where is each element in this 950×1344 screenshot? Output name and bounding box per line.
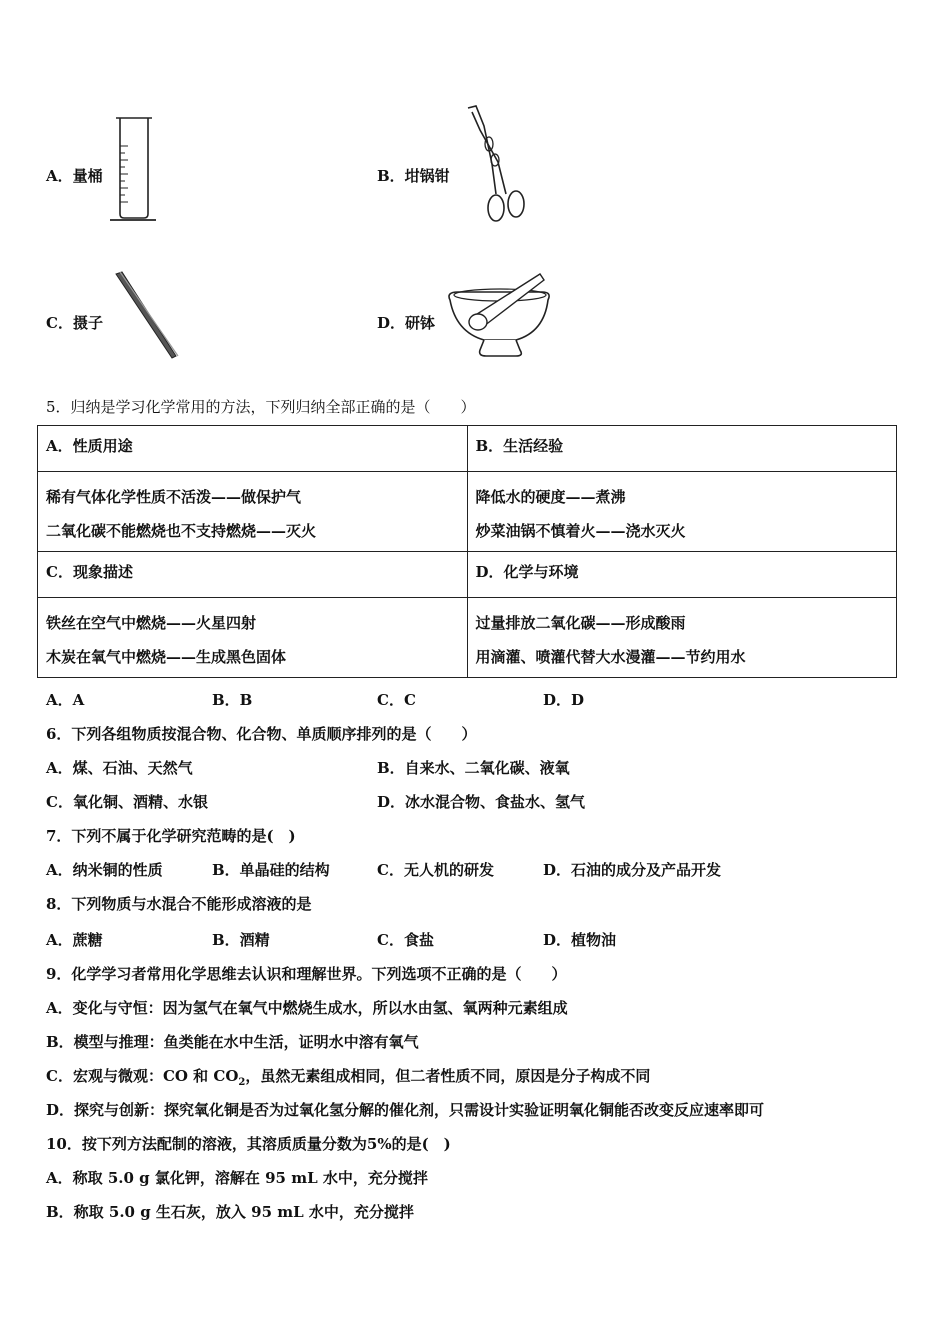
q5-cell-c-line-2: 木炭在氧气中燃烧——生成黑色固体 [46, 648, 287, 666]
q9-option-a: A．变化与守恒：因为氢气在氧气中燃烧生成水，所以水由氢、氧两种元素组成 [46, 999, 568, 1017]
q7-option-b: B．单晶硅的结构 [212, 861, 330, 879]
q8-option-a: A．蔗糖 [46, 931, 103, 949]
q4-option-b: B．坩锅钳 [377, 167, 450, 185]
q7-stem: 7．下列不属于化学研究范畴的是( ) [46, 827, 296, 845]
q5-cell-d-head: D．化学与环境 [467, 552, 897, 598]
q4-option-c: C．摄子 [46, 314, 103, 332]
q8-option-c: C．食盐 [377, 931, 434, 949]
q8-option-b: B．酒精 [212, 931, 270, 949]
q5-cell-a-head: A．性质用途 [38, 426, 468, 472]
q5-cell-b-line-2: 炒菜油锅不慎着火——浇水灭火 [475, 522, 686, 540]
q7-option-c: C．无人机的研发 [377, 861, 494, 879]
tweezers-icon [112, 270, 182, 362]
q5-answer-b: B．B [212, 691, 253, 709]
q5-answer-d: D．D [543, 691, 585, 709]
q5-cell-a-body [38, 472, 468, 552]
q9-option-c-post: ，虽然无素组成相同，但二者性质不同，原因是分子构成不同 [245, 1067, 651, 1085]
q5-cell-d-body [467, 598, 897, 678]
q5-cell-d-line-2: 用滴灌、喷灌代替大水漫灌——节约用水 [475, 648, 746, 666]
q10-stem: 10．按下列方法配制的溶液，其溶质质量分数为5%的是( ) [46, 1135, 451, 1153]
q8-option-d: D．植物油 [543, 931, 617, 949]
q5-stem: 5．归纳是学习化学常用的方法，下列归纳全部正确的是（ ） [46, 398, 476, 416]
crucible-tongs-icon [462, 104, 534, 226]
q4-option-d: D．研钵 [377, 314, 436, 332]
q5-cell-a-line-1: 稀有气体化学性质不活泼——做保护气 [46, 488, 302, 506]
q9-stem: 9．化学学习者常用化学思维去认识和理解世界。下列选项不正确的是（ ） [46, 965, 567, 983]
q5-cell-d-line-1: 过量排放二氧化碳——形成酸雨 [475, 614, 686, 632]
q5-cell-c-body [38, 598, 468, 678]
q5-answer-a: A．A [46, 691, 85, 709]
q5-cell-c-head: C．现象描述 [38, 552, 468, 598]
q6-option-a: A．煤、石油、天然气 [46, 759, 193, 777]
q5-table [37, 425, 897, 678]
q4-option-a: A．量桶 [46, 167, 103, 185]
q5-cell-b-head: B．生活经验 [467, 426, 897, 472]
q10-option-a: A．称取 5.0 g 氯化钾，溶解在 95 mL 水中，充分搅拌 [46, 1169, 428, 1187]
q5-answer-c: C．C [377, 691, 416, 709]
q5-cell-a-line-2: 二氧化碳不能燃烧也不支持燃烧——灭火 [46, 522, 317, 540]
q5-cell-c-line-1: 铁丝在空气中燃烧——火星四射 [46, 614, 257, 632]
q8-stem: 8．下列物质与水混合不能形成溶液的是 [46, 895, 312, 913]
q6-option-d: D．冰水混合物、食盐水、氢气 [377, 793, 586, 811]
q9-option-c-sub: 2 [238, 1077, 246, 1088]
q9-option-c [46, 1065, 650, 1088]
q10-option-b: B．称取 5.0 g 生石灰，放入 95 mL 水中，充分搅拌 [46, 1203, 414, 1221]
q6-option-b: B．自来水、二氧化碳、液氧 [377, 759, 570, 777]
q9-option-d: D．探究与创新：探究氧化铜是否为过氧化氢分解的催化剂，只需设计实验证明氧化铜能否改变反应速率即可 [46, 1101, 765, 1119]
graduated-cylinder-icon [108, 116, 158, 226]
q5-cell-b-line-1: 降低水的硬度——煮沸 [475, 488, 626, 506]
mortar-pestle-icon [444, 268, 556, 362]
q9-option-b: B．模型与推理：鱼类能在水中生活，证明水中溶有氧气 [46, 1033, 419, 1051]
q6-stem: 6．下列各组物质按混合物、化合物、单质顺序排列的是（ ） [46, 725, 477, 743]
q9-option-c-pre: C．宏观与微观：CO 和 CO [46, 1067, 239, 1085]
q7-option-d: D．石油的成分及产品开发 [543, 861, 722, 879]
q6-option-c: C．氧化铜、酒精、水银 [46, 793, 208, 811]
q5-cell-b-body [467, 472, 897, 552]
q7-option-a: A．纳米铜的性质 [46, 861, 163, 879]
